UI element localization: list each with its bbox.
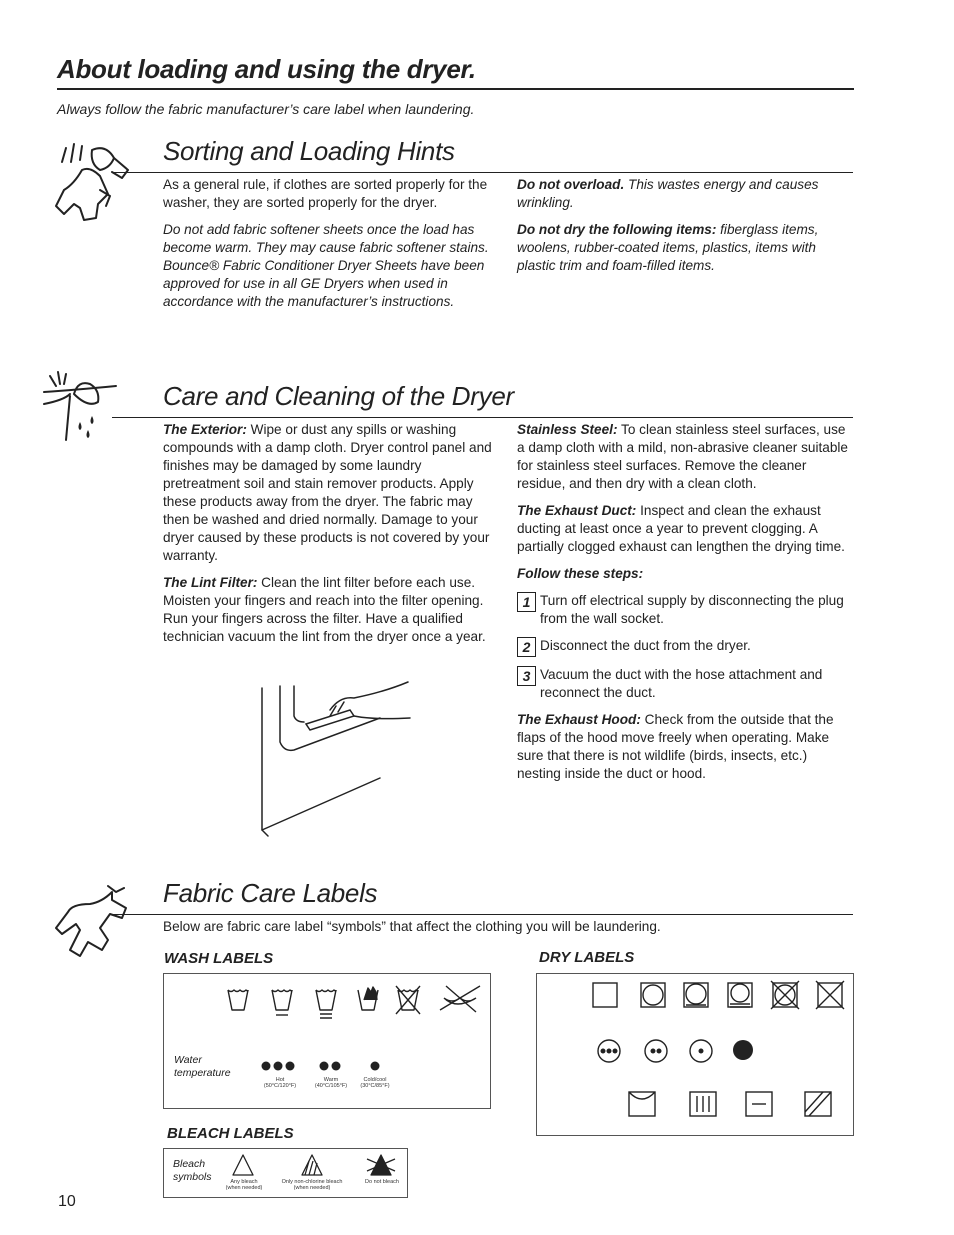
care-rule	[112, 417, 853, 418]
temp-range: (50°C/120°F)	[263, 1083, 297, 1089]
temp-name: Cold/cool	[363, 1077, 387, 1083]
do-not-wring-icon	[396, 986, 420, 1014]
dry-flat-icon	[746, 1092, 772, 1116]
temp-range: (40°C/105°F)	[314, 1083, 348, 1089]
sorting-left-column	[163, 176, 498, 320]
overload-label: Do not overload.	[517, 177, 625, 192]
do-not-tumble-dry-icon	[771, 981, 799, 1009]
bleach-labels-heading: BLEACH LABELS	[167, 1125, 294, 1142]
line-dry-icon	[629, 1092, 655, 1116]
dry-symbols	[537, 974, 853, 1135]
temp-name: Hot	[275, 1077, 285, 1083]
dry-in-shade-icon	[805, 1092, 831, 1116]
fabric-intro: Below are fabric care label “symbols” that affect the clothing you will be laundering.	[163, 919, 661, 934]
care-title: Care and Cleaning of the Dryer	[163, 381, 514, 411]
tumble-dry-icon	[593, 983, 617, 1007]
steps-label: Follow these steps:	[517, 566, 644, 581]
care-right-column	[517, 421, 853, 792]
bleach-none-label	[360, 1179, 404, 1185]
bleach-desc-line1: Any bleach	[230, 1179, 258, 1185]
bleach-label-line1: Bleach	[173, 1158, 206, 1170]
overload-text: This wastes energy and causes wrinkling.	[517, 177, 819, 210]
clothes-icon	[52, 140, 142, 220]
bleach-desc-line1: Do not bleach	[365, 1179, 399, 1185]
title-rule	[57, 88, 854, 90]
water-temperature-label	[174, 1054, 231, 1080]
page-subtitle: Always follow the fabric manufacturer’s care label when laundering.	[57, 101, 475, 117]
wash-labels-heading: WASH LABELS	[164, 950, 274, 967]
bleach-any-label	[222, 1179, 266, 1191]
exhaust-hood-label: The Exhaust Hood:	[517, 712, 641, 727]
wash-tub-permanent-press-icon	[272, 990, 292, 1015]
nodry-text: fiberglass items, woolens, rubber-coated items, plastics, items with plastic trim and foam-filled items.	[517, 222, 819, 273]
bleach-desc-line2: (when needed)	[225, 1185, 263, 1191]
bleach-label-line2: symbols	[173, 1171, 212, 1183]
sorting-title: Sorting and Loading Hints	[163, 136, 455, 166]
exhaust-duct-text: Inspect and clean the exhaust ducting at least once a year to prevent clogging. A partially clogged exhaust can lengthen the drying time.	[517, 503, 845, 554]
bleach-desc-line1: Only non-chlorine bleach	[281, 1179, 343, 1185]
step-item	[517, 637, 853, 657]
temp-name: Warm	[323, 1077, 339, 1083]
lint-filter-label: The Lint Filter:	[163, 575, 258, 590]
garment-icon	[52, 880, 132, 960]
tumble-dry-permanent-press-icon	[684, 983, 708, 1007]
drip-dry-icon	[690, 1092, 716, 1116]
exhaust-duct-label: The Exhaust Duct:	[517, 503, 637, 518]
water-label-line1: Water	[174, 1054, 202, 1066]
no-heat-icon	[733, 1040, 753, 1060]
temp-warm-label	[310, 1077, 352, 1089]
fabric-softener-note: Do not add fabric softener sheets once the load has become warm. They may cause fabric softener stains. Bounce® Fabric Conditioner Dryer Sheets have been approved for use in all GE Dryers when used in accordance with the manufacturer’s instructions.	[163, 222, 489, 309]
temp-cold-label	[354, 1077, 396, 1089]
dry-labels-box	[536, 973, 854, 1136]
step-number: 1	[517, 592, 536, 612]
wash-tub-icon	[228, 990, 248, 1010]
exhaust-hood-text: Check from the outside that the flaps of the hood move freely when operating. Make sure that there is not wildlife (birds, insects, etc.) nesting inside the duct or hood.	[517, 712, 834, 781]
bleach-labels-box	[163, 1148, 408, 1198]
tumble-dry-normal-icon	[641, 983, 665, 1007]
sorting-right-column	[517, 176, 852, 284]
hand-wash-icon	[358, 987, 378, 1010]
stainless-steel-label: Stainless Steel:	[517, 422, 618, 437]
fabric-rule	[112, 914, 853, 915]
bleach-desc-line2: (when needed)	[293, 1185, 331, 1191]
do-not-wash-icon	[440, 986, 480, 1012]
do-not-dry-icon	[816, 981, 844, 1009]
lint-filter-text: Clean the lint filter before each use. Moisten your fingers and reach into the filter opening. Run your fingers across the filter. Have a qualified technician vacuum the lint from the dryer once a year.	[163, 575, 486, 644]
care-left-column	[163, 421, 500, 655]
sorting-general-rule: As a general rule, if clothes are sorted properly for the washer, they are sorted properly for the dryer.	[163, 177, 488, 210]
stainless-steel-text: To clean stainless steel surfaces, use a damp cloth with a mild, non-abrasive cleaner suitable for stainless steel surfaces. Remove the cleaner residue, and then dry with a clean cloth.	[517, 422, 848, 491]
wash-labels-box	[163, 973, 491, 1109]
exterior-label: The Exterior:	[163, 422, 247, 437]
exterior-text: Wipe or dust any spills or washing compounds with a damp cloth. Dryer control panel and finishes may be damaged by some laundry pretreatment soil and stain remover products. Apply these products away from the dryer. The fabric may then be washed and dried normally. Damage to your dryer caused by these products is not covered by your warranty.	[163, 422, 492, 563]
fabric-title: Fabric Care Labels	[163, 878, 378, 908]
temp-range: (30°C/85°F)	[360, 1083, 390, 1089]
wash-tub-gentle-icon	[316, 990, 336, 1018]
page-title: About loading and using the dryer.	[57, 54, 476, 84]
step-number: 2	[517, 637, 536, 657]
temp-hot-label	[260, 1077, 300, 1089]
dry-labels-heading: DRY LABELS	[539, 949, 635, 966]
bleach-nonchlorine-label	[274, 1179, 350, 1191]
water-label-line2: temperature	[174, 1067, 231, 1079]
step-item	[517, 592, 853, 628]
hot-temperature-dots-icon	[260, 1060, 300, 1072]
step-text: Turn off electrical supply by disconnecting the plug from the wall socket.	[540, 593, 844, 626]
lint-filter-illustration	[250, 680, 420, 840]
sorting-rule	[112, 172, 853, 173]
warm-temperature-dots-icon	[316, 1060, 346, 1072]
cold-temperature-dot-icon	[368, 1060, 382, 1072]
step-number: 3	[517, 666, 536, 686]
step-text: Vacuum the duct with the hose attachment and reconnect the duct.	[540, 667, 823, 700]
nodry-label: Do not dry the following items:	[517, 222, 717, 237]
step-item	[517, 666, 853, 702]
step-text: Disconnect the duct from the dryer.	[540, 638, 751, 653]
any-bleach-icon	[233, 1155, 253, 1175]
cleaning-icon	[42, 370, 122, 450]
tumble-dry-gentle-icon	[728, 983, 752, 1007]
wash-symbols	[224, 984, 484, 1024]
page-number: 10	[58, 1193, 76, 1210]
medium-heat-icon	[645, 1040, 667, 1062]
